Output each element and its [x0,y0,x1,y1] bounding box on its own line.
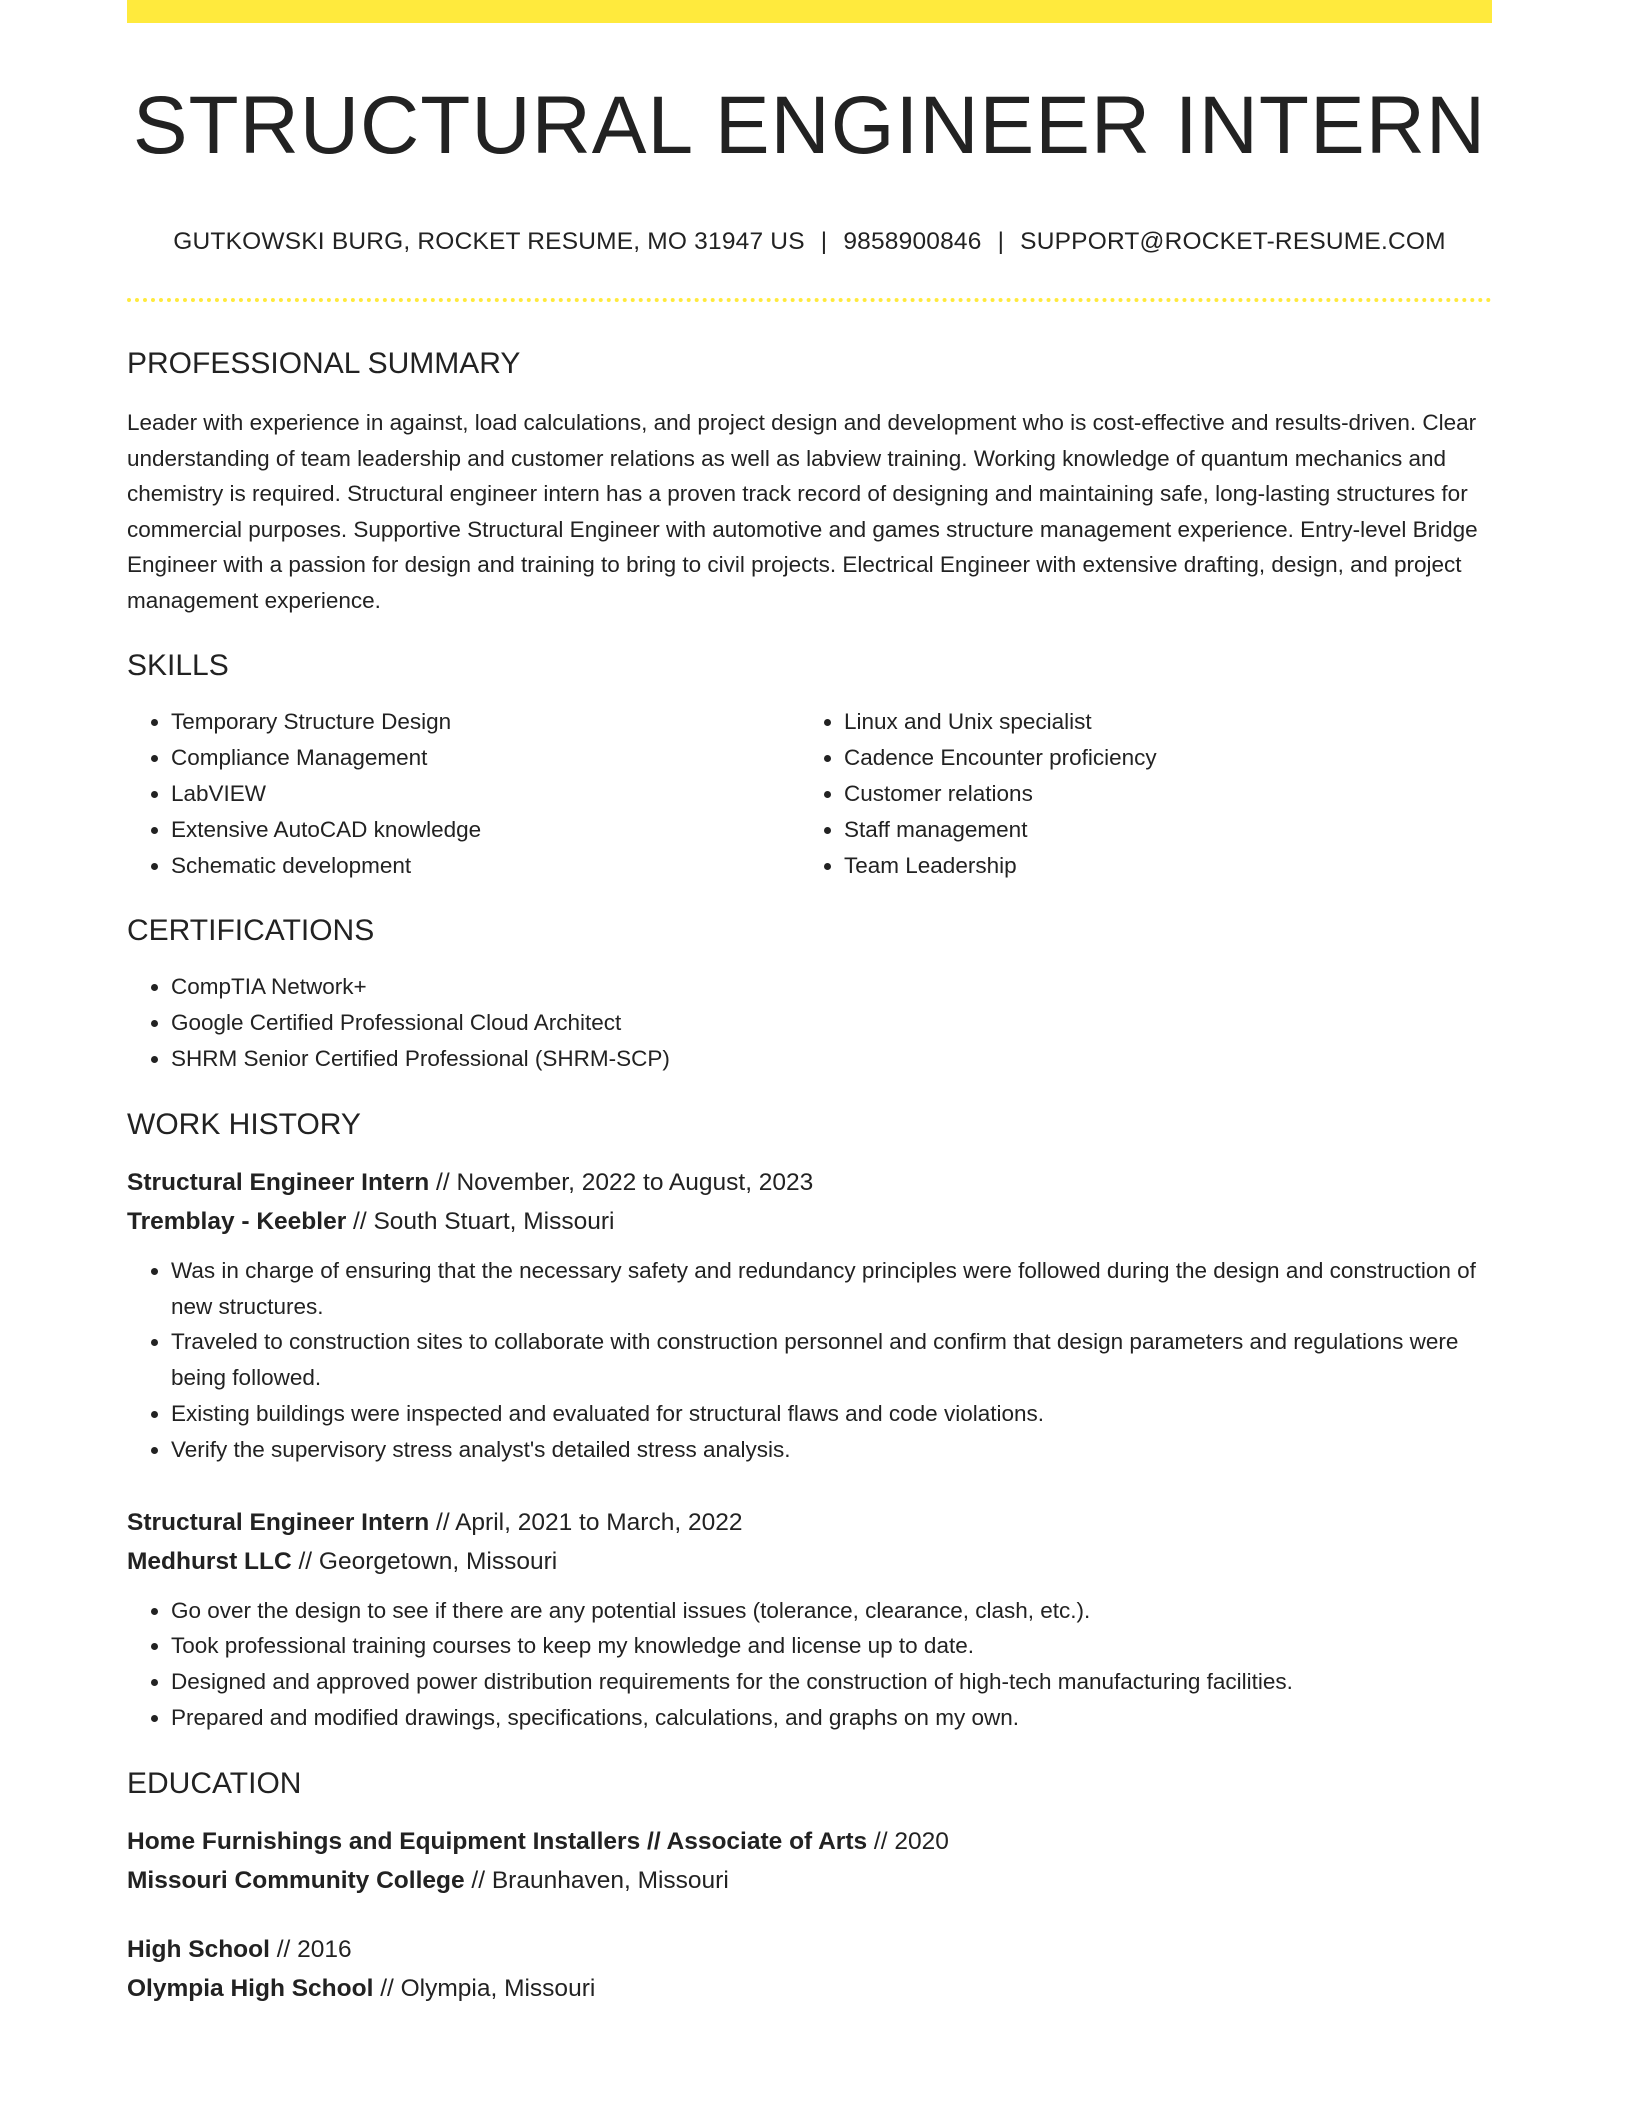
education-degree: Home Furnishings and Equipment Installers // Associate of Arts [127,1827,868,1855]
skill-item: • Extensive AutoCAD knowledge [171,812,800,848]
job-duty: • Was in charge of ensuring that the necessary safety and redundancy principles were followed during the design and construction of new structures. [171,1253,1492,1325]
certification-item: • CompTIA Network+ [171,969,1492,1005]
resume-page [127,0,1492,2008]
skill-item: • Staff management [844,812,1473,848]
skills-list-left [127,704,800,883]
education-school: Missouri Community College [127,1866,465,1894]
job-title-line [127,1163,1492,1202]
skill-item: • Team Leadership [844,848,1473,884]
contact-line [127,227,1492,256]
job-role: Structural Engineer Intern [127,1168,430,1196]
education-heading: EDUCATION [127,1766,302,1800]
job-dates: // April, 2021 to March, 2022 [429,1508,743,1536]
contact-email[interactable]: SUPPORT@ROCKET-RESUME.COM [1020,228,1446,255]
contact-phone[interactable]: 9858900846 [843,228,982,255]
skill-item: • Temporary Structure Design [171,704,800,740]
education-school-line [127,1969,1492,2008]
job-duty: • Verify the supervisory stress analyst's detailed stress analysis. [171,1432,1492,1468]
job-title-line [127,1503,1492,1542]
contact-address: GUTKOWSKI BURG, ROCKET RESUME, MO 31947 US [173,228,805,255]
skill-item: • Schematic development [171,848,800,884]
education-degree: High School [127,1935,270,1963]
education-school: Olympia High School [127,1974,374,2002]
skills-heading: SKILLS [127,649,229,683]
job-role: Structural Engineer Intern [127,1508,430,1536]
job-location: // South Stuart, Missouri [346,1207,615,1235]
job-entry [127,1503,1492,1736]
skill-item: • Customer relations [844,776,1473,812]
job-duty: • Traveled to construction sites to collaborate with construction personnel and confirm that design parameters and regulations were being followed. [171,1324,1492,1396]
education-degree-line [127,1822,1492,1861]
contact-separator: | [820,228,828,255]
job-dates: // November, 2022 to August, 2023 [429,1168,814,1196]
job-duty: • Took professional training courses to keep my knowledge and license up to date. [171,1628,1492,1664]
skill-item: • Cadence Encounter proficiency [844,740,1473,776]
education-year: // 2016 [269,1935,352,1963]
job-duty: • Prepared and modified drawings, specifications, calculations, and graphs on my own. [171,1700,1492,1736]
summary-text: Leader with experience in against, load calculations, and project design and development who is cost-effective and results-driven. Clear understanding of team leadership and customer relations as well as labview training. Working knowledge of quantum mechanics and chemistry is required. Structural engineer intern has a proven track record of designing and maintaining safe, long-lasting structures for commercial purposes. Supportive Structural Engineer with automotive and games structure management experience. Entry-level Bridge Engineer with a passion for design and training to bring to civil projects. Electrical Engineer with extensive drafting, design, and project management experience. [127,410,1478,613]
skill-item: • LabVIEW [171,776,800,812]
certifications-heading: CERTIFICATIONS [127,914,375,948]
job-company-line [127,1542,1492,1581]
job-company: Tremblay - Keebler [127,1207,347,1235]
certification-item: • SHRM Senior Certified Professional (SHRM-SCP) [171,1041,1492,1077]
education-entry [127,1822,1492,1900]
contact-separator: | [997,228,1005,255]
resume-name: STRUCTURAL ENGINEER INTERN [132,80,1487,171]
certification-item: • Google Certified Professional Cloud Architect [171,1005,1492,1041]
work-history-heading: WORK HISTORY [127,1107,361,1141]
skills-columns [127,704,1492,883]
education-entry [127,1930,1492,2008]
dotted-divider [127,298,1492,302]
skill-item: • Linux and Unix specialist [844,704,1473,740]
job-duty: • Designed and approved power distribution requirements for the construction of high-tech manufacturing facilities. [171,1664,1492,1700]
education-location: // Braunhaven, Missouri [464,1866,729,1894]
job-duties-list [127,1593,1492,1736]
job-duties-list [127,1253,1492,1468]
skill-item: • Compliance Management [171,740,800,776]
skills-list-right [800,704,1473,883]
accent-top-bar [127,0,1492,23]
job-duty: • Go over the design to see if there are any potential issues (tolerance, clearance, clash, etc.). [171,1593,1492,1629]
education-school-line [127,1861,1492,1900]
summary-heading: PROFESSIONAL SUMMARY [127,347,521,381]
education-year: // 2020 [867,1827,949,1855]
job-company: Medhurst LLC [127,1547,292,1575]
job-location: // Georgetown, Missouri [291,1547,558,1575]
job-company-line [127,1202,1492,1241]
education-degree-line [127,1930,1492,1969]
certifications-list [127,969,1492,1076]
job-entry [127,1163,1492,1468]
job-duty: • Existing buildings were inspected and evaluated for structural flaws and code violations. [171,1396,1492,1432]
education-location: // Olympia, Missouri [373,1974,596,2002]
